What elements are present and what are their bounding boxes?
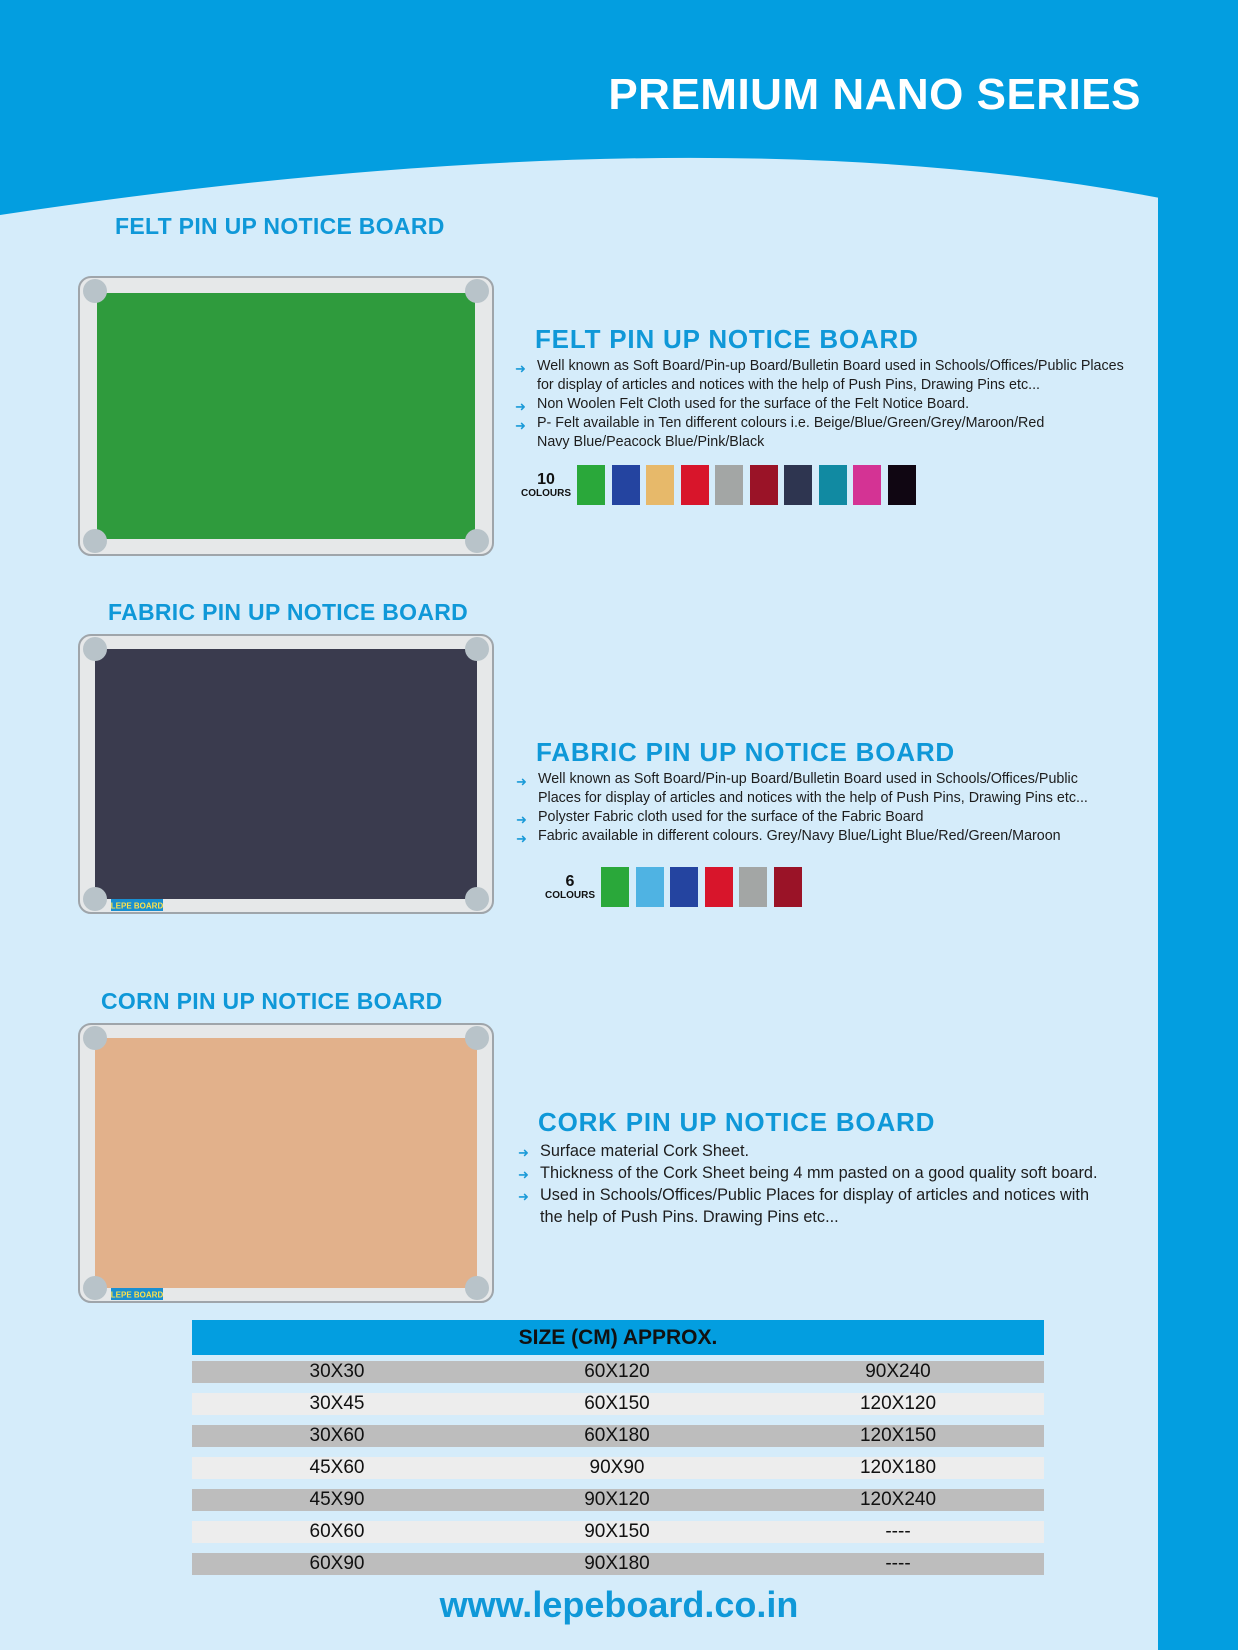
felt-colour-swatches xyxy=(521,465,922,505)
list-item: ➜ Fabric available in different colours. Grey/Navy Blue/Light Blue/Red/Green/Maroon xyxy=(516,828,1061,846)
table-cell: 120X120 xyxy=(859,1393,937,1414)
fabric-colour-swatches xyxy=(545,867,808,907)
arrow-right-icon: ➜ xyxy=(516,774,527,789)
arrow-right-icon: ➜ xyxy=(515,361,526,376)
colour-swatch xyxy=(784,465,812,505)
section-label-fabric: FABRIC PIN UP NOTICE BOARD xyxy=(108,599,469,625)
felt-surface xyxy=(97,293,475,539)
arrow-right-icon: ➜ xyxy=(515,418,526,433)
list-item: ➜ Well known as Soft Board/Pin-up Board/Bulletin Board used in Schools/Offices/Public xyxy=(516,771,1078,789)
table-row xyxy=(192,1425,1044,1447)
list-item: Navy Blue/Peacock Blue/Pink/Black xyxy=(537,434,765,450)
colour-swatch xyxy=(577,465,605,505)
fabric-product-title: FABRIC PIN UP NOTICE BOARD xyxy=(536,737,956,767)
brand-badge: LEPE BOARD xyxy=(110,901,164,911)
cork-product-title: CORK PIN UP NOTICE BOARD xyxy=(538,1107,936,1137)
cork-surface xyxy=(95,1038,477,1288)
arrow-right-icon: ➜ xyxy=(516,831,527,846)
colour-swatch xyxy=(750,465,778,505)
section-label-felt: FELT PIN UP NOTICE BOARD xyxy=(115,213,445,239)
table-cell: 120X240 xyxy=(859,1489,937,1510)
table-cell: 60X60 xyxy=(309,1521,365,1542)
cork-product-info xyxy=(518,1107,1138,1228)
fabric-surface xyxy=(95,649,477,899)
section-label-corn: CORN PIN UP NOTICE BOARD xyxy=(101,988,443,1014)
fabric-bullet-list xyxy=(516,770,1136,846)
table-row xyxy=(192,1553,1044,1575)
felt-board-image xyxy=(77,275,495,557)
brand-badge: LEPE BOARD xyxy=(110,1290,164,1300)
cork-bullet-list xyxy=(518,1140,1138,1228)
colour-count: 6 COLOURS xyxy=(545,872,595,901)
colour-swatch xyxy=(774,867,802,907)
table-cell: 120X180 xyxy=(859,1457,937,1478)
table-row xyxy=(192,1393,1044,1415)
table-cell: ---- xyxy=(885,1553,911,1574)
colour-swatch xyxy=(888,465,916,505)
table-cell: 60X150 xyxy=(584,1393,650,1414)
table-cell: 120X150 xyxy=(859,1425,937,1446)
arrow-right-icon: ➜ xyxy=(516,812,527,827)
arrow-right-icon: ➜ xyxy=(518,1189,529,1204)
table-cell: ---- xyxy=(885,1521,911,1542)
table-cell: 90X150 xyxy=(584,1521,650,1542)
table-cell: 30X30 xyxy=(309,1361,365,1382)
list-item: ➜ P- Felt available in Ten different colours i.e. Beige/Blue/Green/Grey/Maroon/Red xyxy=(515,415,1045,433)
table-row xyxy=(192,1361,1044,1383)
list-item: ➜ Thickness of the Cork Sheet being 4 mm pasted on a good quality soft board. xyxy=(518,1162,1138,1184)
list-item: ➜ Non Woolen Felt Cloth used for the surface of the Felt Notice Board. xyxy=(515,396,970,414)
colour-swatch xyxy=(670,867,698,907)
table-cell: 90X120 xyxy=(584,1489,650,1510)
size-table-heading: SIZE (CM) APPROX. xyxy=(192,1320,1044,1355)
felt-product-title: FELT PIN UP NOTICE BOARD xyxy=(535,324,919,354)
right-accent-strip xyxy=(1158,150,1238,1650)
felt-bullet-list xyxy=(515,357,1125,452)
list-item: ➜ Well known as Soft Board/Pin-up Board/Bulletin Board used in Schools/Offices/Public Places xyxy=(515,358,1124,376)
list-item: ➜ Used in Schools/Offices/Public Places for display of articles and notices with xyxy=(518,1184,1138,1206)
felt-product-info xyxy=(515,324,1125,452)
table-cell: 45X90 xyxy=(309,1489,365,1510)
arrow-right-icon: ➜ xyxy=(518,1145,529,1160)
arrow-right-icon: ➜ xyxy=(515,399,526,414)
list-item: ➜ Polyster Fabric cloth used for the surface of the Fabric Board xyxy=(516,809,924,827)
colour-swatch xyxy=(636,867,664,907)
colour-swatch xyxy=(601,867,629,907)
table-cell: 30X60 xyxy=(309,1425,365,1446)
page-title: PREMIUM NANO SERIES xyxy=(608,70,1141,119)
table-cell: 30X45 xyxy=(309,1393,365,1414)
cork-board-image xyxy=(77,1022,495,1304)
colour-swatch xyxy=(705,867,733,907)
fabric-product-info xyxy=(516,737,1136,846)
table-cell: 90X90 xyxy=(589,1457,645,1478)
list-item: the help of Push Pins. Drawing Pins etc... xyxy=(540,1208,839,1226)
colour-count: 10 COLOURS xyxy=(521,470,571,499)
table-row xyxy=(192,1521,1044,1543)
colour-swatch xyxy=(681,465,709,505)
table-cell: 60X90 xyxy=(309,1553,365,1574)
colour-swatch xyxy=(612,465,640,505)
list-item: ➜ Surface material Cork Sheet. xyxy=(518,1140,1138,1162)
colour-swatch xyxy=(646,465,674,505)
table-row xyxy=(192,1489,1044,1511)
table-cell: 90X240 xyxy=(865,1361,931,1382)
fabric-board-image xyxy=(77,633,495,915)
arrow-right-icon: ➜ xyxy=(518,1167,529,1182)
table-cell: 45X60 xyxy=(309,1457,365,1478)
colour-swatch xyxy=(853,465,881,505)
table-cell: 60X180 xyxy=(584,1425,650,1446)
list-item: for display of articles and notices with the help of Push Pins, Drawing Pins etc... xyxy=(537,377,1041,393)
colour-swatch xyxy=(715,465,743,505)
colour-swatch xyxy=(739,867,767,907)
colour-swatch xyxy=(819,465,847,505)
table-row xyxy=(192,1457,1044,1479)
website-url: www.lepeboard.co.in xyxy=(439,1584,799,1625)
list-item: Places for display of articles and notices with the help of Push Pins, Drawing Pins etc... xyxy=(538,790,1088,806)
table-cell: 90X180 xyxy=(584,1553,650,1574)
table-cell: 60X120 xyxy=(584,1361,650,1382)
